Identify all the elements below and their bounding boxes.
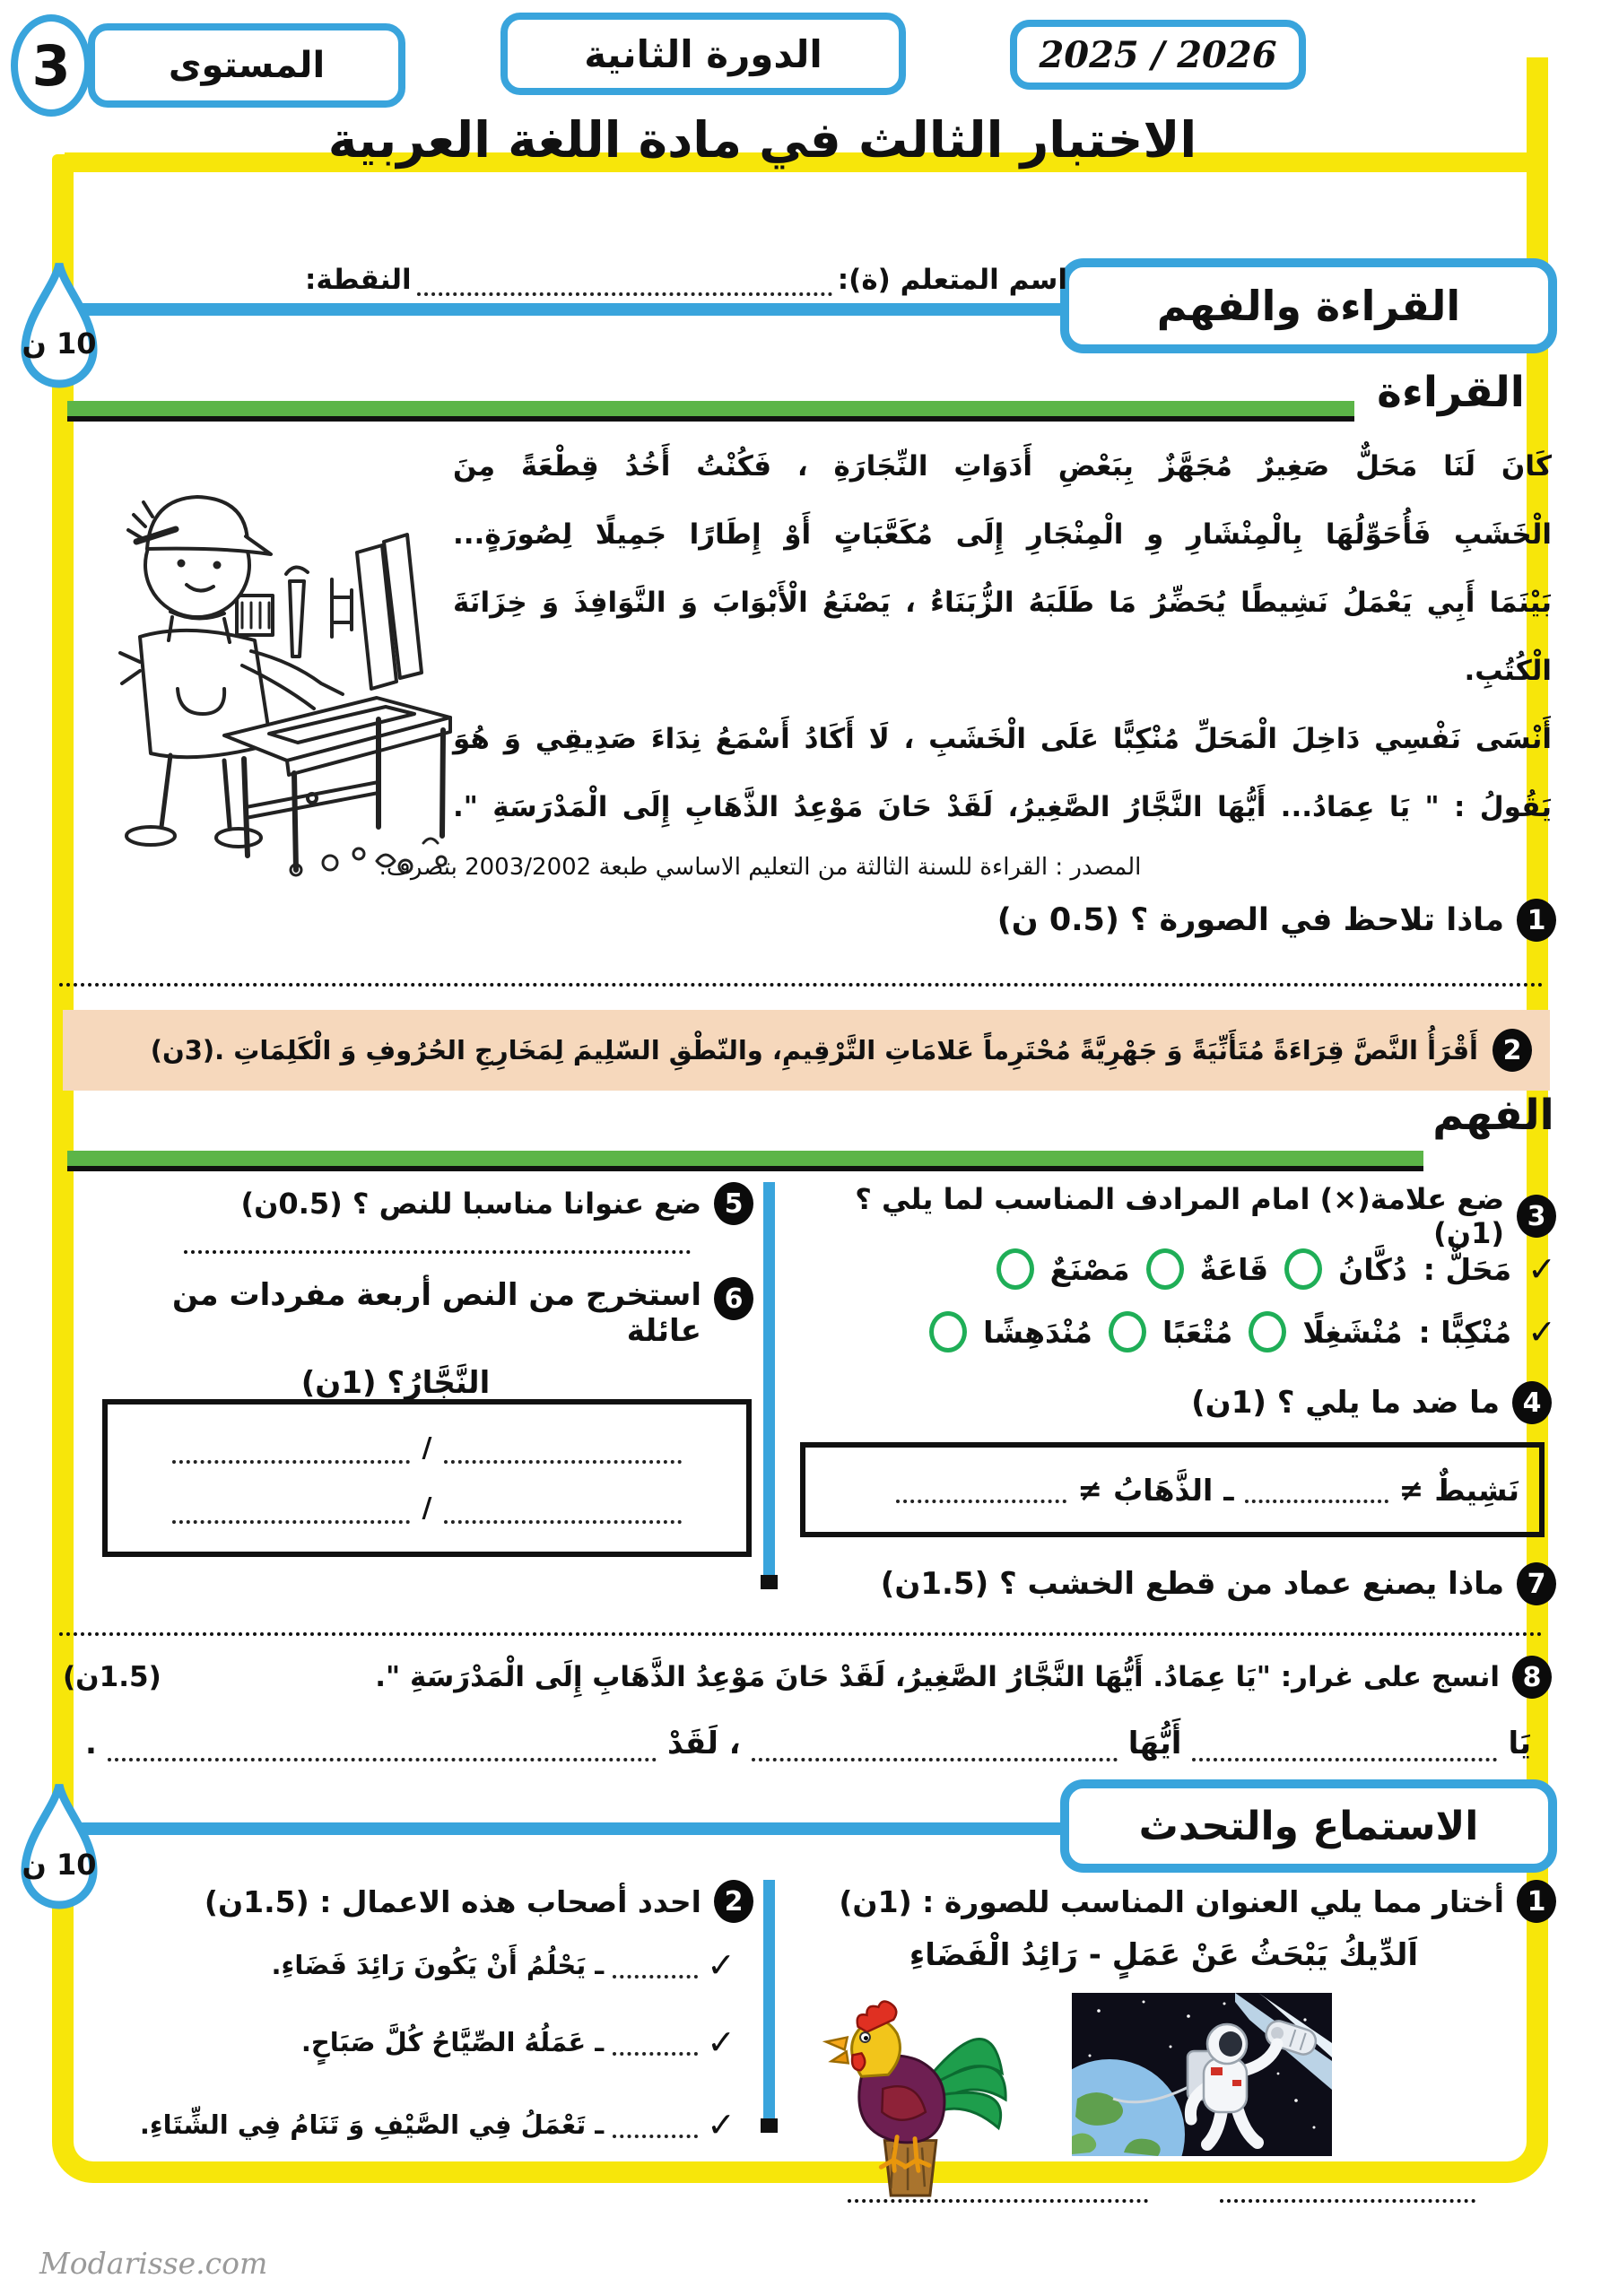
- question-4-number: 4: [1512, 1381, 1552, 1424]
- answer-line-q7[interactable]: [59, 1611, 1543, 1636]
- question-7-text: ماذا يصنع عماد من قطع الخشب ؟ (1.5ن): [880, 1566, 1504, 1602]
- q8-answer-blank[interactable]: [752, 1735, 1118, 1761]
- reading-text: [453, 432, 1552, 841]
- q3-row1-option: قَاعَةٌ: [1199, 1251, 1269, 1287]
- q3-row1-option: مَصْنَعٌ: [1049, 1251, 1130, 1287]
- section-title-listening-speaking: الاستماع والتحدث: [1060, 1779, 1557, 1873]
- q3-row2-option: مُنْدَهِشًا: [983, 1314, 1092, 1350]
- listening-question-2: [148, 1880, 753, 1923]
- question-3-row-1: [798, 1248, 1556, 1290]
- reading-line: الْخَشَبِ فَأُحَوِّلُهَا بِالْمِنْشَارِ وِ الْمِنْجَارِ إِلَى مُكَعَّبَاتٍ أَوْ إِطَارًا جَمِيلًا لِصُورَةٍ...: [453, 518, 1552, 551]
- listening-question-1: [789, 1880, 1556, 1923]
- source-line: المصدر : القراءة للسنة الثالثة من التعليم الاساسي طبعة 2003/2002 بتصرف.: [379, 854, 1142, 881]
- reading-black-bar: [67, 416, 1354, 422]
- question-8-points: (1.5ن): [63, 1661, 161, 1693]
- question-4-answer-box: [800, 1442, 1545, 1537]
- comprehension-black-bar: [67, 1166, 1423, 1171]
- comprehension-green-bar: [67, 1151, 1423, 1166]
- question-3-row-2: [798, 1311, 1556, 1352]
- job-description: يَحْلُمُ أَنْ يَكُونَ رَائِدَ فَضَاءِ.: [271, 1950, 587, 1980]
- q6-answer-blank[interactable]: [444, 1437, 682, 1464]
- question-7: [803, 1562, 1556, 1605]
- question-3-text: ضع علامة(×) امام المرادف المناسب لما يلي ؟ (1ن): [855, 1182, 1504, 1250]
- question-5: [193, 1182, 753, 1225]
- q4-answer-blank[interactable]: [896, 1476, 1066, 1503]
- slash-separator: /: [422, 1492, 432, 1524]
- points-text: 10 ن: [22, 1848, 97, 1882]
- section-connector-line-listening: [81, 1822, 1067, 1835]
- listening-q1-text: أختار مما يلي العنوان المناسب للصورة : (1ن): [839, 1883, 1504, 1919]
- dash: ـ: [1223, 1472, 1234, 1508]
- question-5-text: ضع عنوانا مناسبا للنص ؟ (0.5ن): [240, 1187, 701, 1221]
- check-icon: ✓: [707, 1945, 735, 1985]
- job-description: تَعْمَلُ فِي الصَّيْفِ وَ تَنَامُ فِي الشِّتَاءِ.: [139, 2109, 587, 2140]
- listening-q2-number: 2: [714, 1880, 753, 1923]
- question-4: [798, 1381, 1552, 1424]
- check-icon: ✓: [707, 2105, 735, 2144]
- reading-line: يَقُولُ : " يَا عِمَادُ... أَيُّهَا النَّجَّارُ الصَّغِيرُ، لَقَدْ حَانَ مَوْعِدُ الذَّهَابِ إِلَى الْمَدْرَسَةِ ".: [453, 791, 1552, 823]
- question-7-number: 7: [1517, 1562, 1556, 1605]
- question-3: [794, 1182, 1556, 1250]
- year-box: 2025 / 2026: [1010, 20, 1306, 90]
- question-1-text: ماذا تلاحظ في الصورة ؟ (0.5 ن): [996, 902, 1504, 938]
- job-owner-blank[interactable]: [613, 1952, 698, 1979]
- listening-q2-item: [117, 1945, 735, 1985]
- answer-line-q1[interactable]: [59, 961, 1544, 987]
- answer-line-astronaut[interactable]: [1220, 2178, 1475, 2203]
- section-connector-line-reading: [81, 303, 1067, 316]
- dash: ـ: [595, 1950, 605, 1980]
- q6-answer-blank[interactable]: [172, 1497, 410, 1524]
- q4-word-2: الذَّهَابُ: [1113, 1472, 1214, 1508]
- q6-answer-blank[interactable]: [172, 1437, 410, 1464]
- astronaut-illustration: [1072, 1993, 1332, 2156]
- points-badge-reading: [13, 257, 106, 396]
- option-circle[interactable]: [1109, 1311, 1146, 1352]
- check-icon: ✓: [707, 2022, 735, 2062]
- q8-fill-word: ، لَقَدْ: [667, 1726, 741, 1761]
- check-icon: ✓: [1527, 1312, 1556, 1352]
- listening-q2-text: احدد أصحاب هذه الاعمال : (1.5ن): [204, 1883, 701, 1919]
- question-8-fill-line: [85, 1726, 1531, 1761]
- column-divider-listening: [763, 1880, 775, 2118]
- option-circle[interactable]: [1249, 1311, 1286, 1352]
- question-1: [803, 899, 1556, 942]
- name-answer-blank[interactable]: [417, 269, 832, 296]
- q3-row1-option: دُكَّانُ: [1338, 1251, 1407, 1287]
- question-6-number: 6: [714, 1277, 753, 1320]
- reading-line: بَيْنَمَا أَبِي يَعْمَلُ نَشِيطًا يُحَضِّرُ مَا طَلَبَهُ الزُّبَنَاءُ ، يَصْنَعُ الْأَبْوَابَ وَ النَّوَافِذَ وَ خِزَانَةَ: [453, 587, 1552, 619]
- slash-separator: /: [422, 1432, 432, 1465]
- q4-answer-blank[interactable]: [1245, 1476, 1388, 1503]
- carpenter-illustration: [61, 447, 465, 891]
- watermark: Modarisse.com: [39, 2246, 268, 2281]
- job-owner-blank[interactable]: [613, 2111, 698, 2138]
- reading-green-bar: [67, 401, 1354, 416]
- section-title-reading-comprehension: القراءة والفهم: [1060, 258, 1557, 353]
- score-label: النقطة:: [305, 264, 412, 296]
- option-circle[interactable]: [996, 1248, 1034, 1290]
- job-description: عَمَلُهُ الصِّيَّاحُ كُلَّ صَبَاحٍ.: [300, 2027, 587, 2057]
- q4-word-1: نَشِيطٌ: [1434, 1472, 1519, 1508]
- check-icon: ✓: [1527, 1249, 1556, 1289]
- column-divider-end: [761, 1575, 778, 1589]
- option-circle[interactable]: [1146, 1248, 1184, 1290]
- reading-line: أَنْسَى نَفْسِي دَاخِلَ الْمَحَلِّ مُنْكِبًّا عَلَى الْخَشَبِ ، لَا أَكَادُ أَسْمَعُ نِدَاءَ صَدِيقِي وَ هُوَ: [453, 723, 1552, 755]
- points-text: 10 ن: [22, 326, 97, 361]
- frame-right-extension: [1527, 57, 1548, 165]
- question-5-number: 5: [714, 1182, 753, 1225]
- option-circle[interactable]: [1284, 1248, 1322, 1290]
- reading-line: الْكُتُبِ.: [1464, 655, 1552, 687]
- listening-q2-item: [36, 2105, 735, 2144]
- column-divider-end: [761, 2118, 778, 2133]
- q6-answer-row: [172, 1492, 683, 1524]
- level-label-box: المستوى: [88, 23, 405, 108]
- dash: ـ: [595, 2027, 605, 2057]
- reading-line: كَانَ لَنَا مَحَلٌّ صَغِيرٌ مُجَهَّزٌ بِبَعْضِ أَدَوَاتِ النِّجَارَةِ ، فَكُنْتُ أَخُدُ قِطْعَةً مِنَ: [453, 450, 1552, 483]
- q8-fill-end: .: [85, 1726, 97, 1761]
- question-2-text: أَقْرَأُ النَّصَّ قِرَاءَةً مُتَأَنِّيَةً وَ جَهْرِيَّةً مُحْتَرِماً عَلامَاتِ التَّرْقِيمِ، والنّطْقِ السّلِيمَ لِمَخَارِجِ الحُرُوفِ وَ الْكَلِمَاتِ .(3ن): [150, 1035, 1478, 1065]
- option-circle[interactable]: [929, 1311, 967, 1352]
- q3-row2-word: مُنْكِبًّا :: [1418, 1314, 1512, 1350]
- q8-answer-blank[interactable]: [1192, 1735, 1497, 1761]
- rooster-illustration: [794, 1991, 1036, 2197]
- listening-q1-options: اَلدِّيكُ يَبْحَثُ عَنْ عَمَلٍ - رَائِدُ الْفَضَاءِ: [909, 1937, 1419, 1973]
- name-label: اسم المتعلم (ة):: [837, 264, 1067, 296]
- q3-row2-option: مُنْشَغِلًا: [1302, 1314, 1403, 1350]
- exam-title: الاختبار الثالث في مادة اللغة العربية: [327, 111, 1197, 169]
- question-2-box: [63, 1010, 1550, 1091]
- q6-answer-row: [172, 1432, 683, 1464]
- question-6-text-line1: استخرج من النص أربعة مفردات من عائلة: [171, 1277, 701, 1349]
- question-2-number: 2: [1493, 1029, 1532, 1072]
- level-number-badge: 3: [11, 14, 91, 117]
- term-box: الدورة الثانية: [500, 13, 906, 95]
- question-1-number: 1: [1517, 899, 1556, 942]
- question-8-number: 8: [1512, 1656, 1552, 1699]
- dash: ـ: [595, 2109, 605, 2140]
- question-6: [90, 1277, 753, 1401]
- points-badge-listening: [13, 1778, 106, 1918]
- q8-answer-blank[interactable]: [108, 1735, 657, 1761]
- q8-fill-word: أَيُّهَا: [1127, 1726, 1182, 1761]
- question-6-answer-box: [102, 1399, 752, 1557]
- comprehension-label: الفهم: [1432, 1091, 1554, 1140]
- not-equal-sign: ≠: [1077, 1472, 1103, 1508]
- question-8-text: انسج على غرار: "يَا عِمَادُ. أَيُّهَا النَّجَّارُ الصَّغِيرُ، لَقَدْ حَانَ مَوْعِدُ الذَّهَابِ إِلَى الْمَدْرَسَةِ ".: [375, 1661, 1500, 1693]
- q3-row1-word: مَحَلٌّ :: [1423, 1251, 1512, 1287]
- q6-answer-blank[interactable]: [444, 1497, 682, 1524]
- listening-q1-number: 1: [1517, 1880, 1556, 1923]
- question-8: [63, 1656, 1552, 1699]
- q3-row2-option: مُتْعَبًا: [1162, 1314, 1233, 1350]
- question-4-text: ما ضد ما يلي ؟ (1ن): [1191, 1385, 1500, 1421]
- question-3-number: 3: [1517, 1195, 1556, 1238]
- column-divider-comprehension: [763, 1182, 775, 1575]
- job-owner-blank[interactable]: [613, 2029, 698, 2056]
- question-6-text-line2: النَّجَّارُ؟ (1ن): [300, 1365, 491, 1401]
- not-equal-sign: ≠: [1398, 1472, 1424, 1508]
- reading-label: القراءة: [1377, 368, 1525, 417]
- answer-line-q5[interactable]: [184, 1227, 691, 1254]
- q8-fill-word: يَا: [1508, 1726, 1531, 1761]
- student-name-line: [305, 264, 1067, 296]
- listening-q2-item: [197, 2022, 735, 2062]
